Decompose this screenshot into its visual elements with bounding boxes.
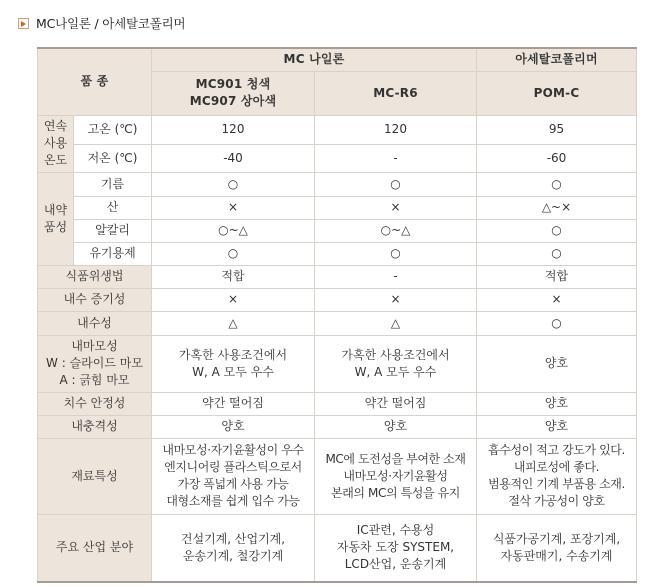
label-temp-high: 고온 (℃) [74,115,152,144]
cell-value: ○ [477,219,637,242]
cell-value: △ [315,311,477,335]
header-col-mcr6: MC-R6 [315,71,477,115]
cell-value: ○ [152,242,315,265]
label-solvent: 유기용제 [74,242,152,265]
label-steam-resistance: 내수 증기성 [38,288,152,311]
row-food-hygiene [38,265,637,288]
cell-value: ○ [315,242,477,265]
cell-value: - [315,144,477,172]
header-group-pom: 아세탈코폴리머 [477,48,637,71]
cell-value: △ [152,311,315,335]
row-major-industries [38,514,637,582]
label-wear-resistance: 내마모성 W : 슬라이드 마모 A : 긁힘 마모 [38,335,152,392]
label-material-properties: 재료특성 [38,438,152,514]
cell-value: ○~△ [152,219,315,242]
row-resistance-acid [38,196,637,219]
cell-value: × [477,288,637,311]
header-row-groups [38,48,637,71]
cell-value: 식품가공기계, 포장기계, 자동판매기, 수송기계 [477,514,637,582]
row-resistance-alkali [38,219,637,242]
cell-value: 가혹한 사용조건에서 W, A 모두 우수 [315,335,477,392]
cell-value: × [315,196,477,219]
label-temp: 연속 사용 온도 [38,115,74,172]
label-oil: 기름 [74,172,152,196]
row-dimensional-stability [38,392,637,415]
row-impact-resistance [38,415,637,438]
spec-table [37,47,637,583]
cell-value: 양호 [477,392,637,415]
cell-value: × [152,288,315,311]
header-group-mc: MC 나일론 [152,48,477,71]
row-temp-low [38,144,637,172]
cell-value: ○ [315,172,477,196]
row-water-resistance [38,311,637,335]
cell-value: ○ [477,172,637,196]
cell-value: 양호 [477,335,637,392]
label-acid: 산 [74,196,152,219]
cell-value: -60 [477,144,637,172]
cell-value: 적합 [477,265,637,288]
row-resistance-solvent [38,242,637,265]
cell-value: 양호 [152,415,315,438]
cell-value: ○ [477,242,637,265]
cell-value: ○ [477,311,637,335]
cell-value: 120 [315,115,477,144]
row-temp-high [38,115,637,144]
cell-value: ○ [152,172,315,196]
cell-value: 95 [477,115,637,144]
label-temp-low: 저온 (℃) [74,144,152,172]
row-steam-resistance [38,288,637,311]
cell-value: 흡수성이 적고 강도가 있다. 내피로성에 좋다. 범용적인 기계 부품용 소재. 절삭 가공성이 양호 [477,438,637,514]
cell-value: × [315,288,477,311]
label-major-industries: 주요 산업 분야 [38,514,152,582]
label-food-hygiene: 식품위생법 [38,265,152,288]
cell-value: ○~△ [315,219,477,242]
page-title-bar [18,14,185,32]
header-col-pomc: POM-C [477,71,637,115]
cell-value: 양호 [315,415,477,438]
label-water-resistance: 내수성 [38,311,152,335]
cell-value: 내마모성·자기윤활성이 우수 엔지니어링 플라스틱으로서 가장 폭넓게 사용 가능 대형소재를 쉽게 입수 가능 [152,438,315,514]
cell-value: 약간 떨어짐 [152,392,315,415]
cell-value: 가혹한 사용조건에서 W, A 모두 우수 [152,335,315,392]
cell-value: 적합 [152,265,315,288]
arrow-right-icon [18,18,29,29]
cell-value: × [152,196,315,219]
cell-value: -40 [152,144,315,172]
label-resistance: 내약 품성 [38,172,74,265]
row-resistance-oil [38,172,637,196]
cell-value: MC에 도전성을 부여한 소재 내마모성·자기윤활성 본래의 MC의 특성을 유지 [315,438,477,514]
label-alkali: 알칼리 [74,219,152,242]
cell-value: 120 [152,115,315,144]
row-material-properties [38,438,637,514]
cell-value: - [315,265,477,288]
cell-value: IC관련, 수용성 자동차 도장 SYSTEM, LCD산업, 운송기계 [315,514,477,582]
cell-value: 건설기계, 산업기계, 운송기계, 철강기계 [152,514,315,582]
label-impact-resistance: 내충격성 [38,415,152,438]
page-title: MC나일론 / 아세탈코폴리머 [36,16,186,31]
cell-value: 약간 떨어짐 [315,392,477,415]
header-item: 품 종 [38,48,152,115]
label-dimensional-stability: 치수 안정성 [38,392,152,415]
row-wear-resistance [38,335,637,392]
cell-value: △~× [477,196,637,219]
cell-value: 양호 [477,415,637,438]
header-col-mc901: MC901 청색 MC907 상아색 [152,71,315,115]
